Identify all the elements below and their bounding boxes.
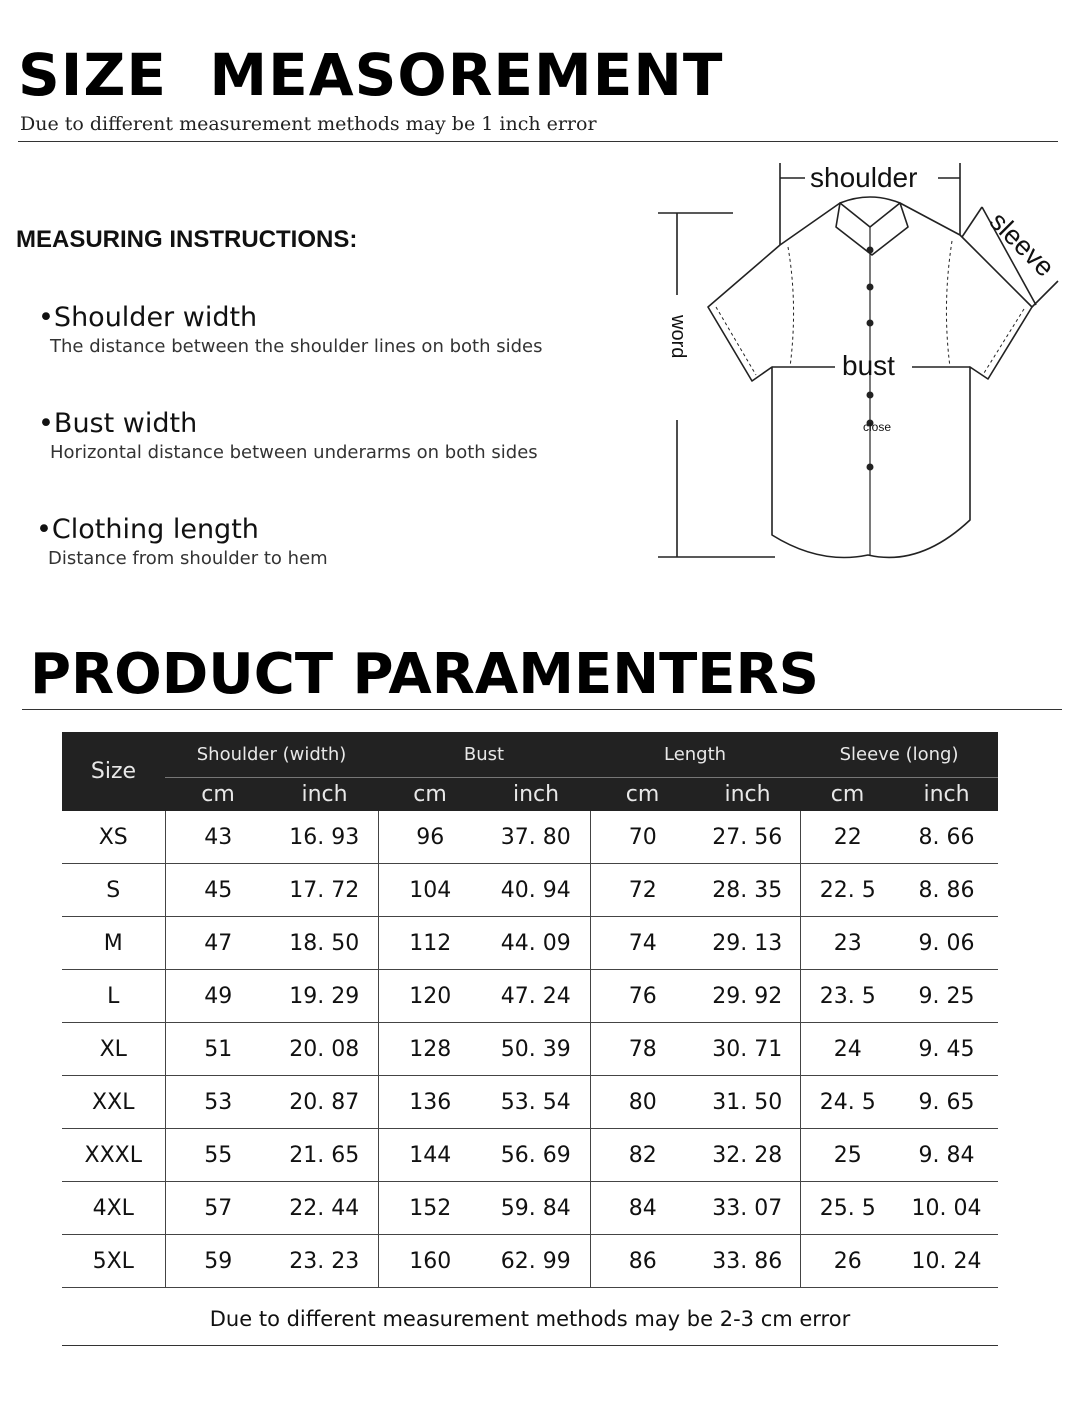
parameters-title: PRODUCT PARAMENTERS <box>30 642 819 707</box>
value-cell: 78 <box>590 1023 695 1076</box>
value-cell: 24 <box>800 1023 895 1076</box>
value-cell: 24. 5 <box>800 1076 895 1129</box>
table-row <box>62 864 998 917</box>
page-subtitle: Due to different measurement methods may be 1 inch error <box>20 113 597 135</box>
value-cell: 22 <box>800 811 895 864</box>
value-cell: 144 <box>378 1129 482 1182</box>
value-cell: 70 <box>590 811 695 864</box>
value-cell: 136 <box>378 1076 482 1129</box>
value-cell: 21. 65 <box>271 1129 378 1182</box>
value-cell: 49 <box>165 970 271 1023</box>
size-table <box>62 732 998 1288</box>
table-row <box>62 1235 998 1288</box>
value-cell: 47. 24 <box>482 970 590 1023</box>
instruction-shoulder <box>38 302 542 358</box>
value-cell: 17. 72 <box>271 864 378 917</box>
value-cell: 8. 66 <box>895 811 998 864</box>
unit-header: inch <box>895 778 998 812</box>
value-cell: 27. 56 <box>695 811 800 864</box>
value-cell: 112 <box>378 917 482 970</box>
value-cell: 33. 86 <box>695 1235 800 1288</box>
value-cell: 9. 25 <box>895 970 998 1023</box>
table-row <box>62 1023 998 1076</box>
value-cell: 40. 94 <box>482 864 590 917</box>
size-cell: L <box>62 970 165 1023</box>
size-cell: XS <box>62 811 165 864</box>
value-cell: 29. 13 <box>695 917 800 970</box>
seam-sleeve-left <box>716 307 756 375</box>
value-cell: 53 <box>165 1076 271 1129</box>
table-row <box>62 1182 998 1235</box>
value-cell: 96 <box>378 811 482 864</box>
bust-group-header: Bust <box>378 732 590 778</box>
value-cell: 45 <box>165 864 271 917</box>
value-cell: 9. 45 <box>895 1023 998 1076</box>
value-cell: 23. 5 <box>800 970 895 1023</box>
value-cell: 29. 92 <box>695 970 800 1023</box>
instructions-heading: MEASURING INSTRUCTIONS: <box>16 226 358 253</box>
value-cell: 51 <box>165 1023 271 1076</box>
value-cell: 19. 29 <box>271 970 378 1023</box>
value-cell: 8. 86 <box>895 864 998 917</box>
instruction-title: •Clothing length <box>36 514 259 545</box>
value-cell: 59 <box>165 1235 271 1288</box>
instruction-bust <box>38 408 538 464</box>
value-cell: 31. 50 <box>695 1076 800 1129</box>
shoulder-group-header: Shoulder (width) <box>165 732 378 778</box>
header-divider <box>18 141 1058 142</box>
size-cell: XXL <box>62 1076 165 1129</box>
seam-left <box>788 247 794 367</box>
value-cell: 23 <box>800 917 895 970</box>
size-table-body <box>62 811 998 1288</box>
value-cell: 20. 08 <box>271 1023 378 1076</box>
instruction-length <box>36 514 328 570</box>
value-cell: 62. 99 <box>482 1235 590 1288</box>
value-cell: 82 <box>590 1129 695 1182</box>
value-cell: 20. 87 <box>271 1076 378 1129</box>
unit-header: inch <box>482 778 590 812</box>
instruction-desc: Horizontal distance between underarms on both sides <box>50 442 538 463</box>
unit-header: inch <box>271 778 378 812</box>
instruction-title: •Bust width <box>38 408 198 439</box>
sleeve-measure-tick <box>1032 281 1058 307</box>
value-cell: 28. 35 <box>695 864 800 917</box>
value-cell: 120 <box>378 970 482 1023</box>
value-cell: 16. 93 <box>271 811 378 864</box>
sleeve-measure-tick <box>962 207 982 237</box>
value-cell: 80 <box>590 1076 695 1129</box>
shirt-diagram <box>650 155 1060 570</box>
value-cell: 86 <box>590 1235 695 1288</box>
sleeve-label: sleeve <box>983 206 1060 283</box>
size-cell: S <box>62 864 165 917</box>
table-row <box>62 1129 998 1182</box>
footnote-divider <box>62 1345 998 1346</box>
value-cell: 9. 65 <box>895 1076 998 1129</box>
seam-sleeve-right <box>984 309 1024 373</box>
shirt-button <box>867 247 874 254</box>
close-label: close <box>863 420 892 434</box>
unit-row <box>62 778 998 812</box>
instruction-desc: The distance between the shoulder lines on both sides <box>50 336 543 357</box>
instruction-desc: Distance from shoulder to hem <box>48 548 328 569</box>
page-title: SIZE MEASOREMENT <box>18 41 724 109</box>
table-footnote: Due to different measurement methods may be 2-3 cm error <box>209 1307 851 1331</box>
value-cell: 22. 44 <box>271 1182 378 1235</box>
value-cell: 22. 5 <box>800 864 895 917</box>
value-cell: 74 <box>590 917 695 970</box>
unit-header: cm <box>378 778 482 812</box>
value-cell: 30. 71 <box>695 1023 800 1076</box>
unit-header: cm <box>590 778 695 812</box>
value-cell: 160 <box>378 1235 482 1288</box>
value-cell: 9. 84 <box>895 1129 998 1182</box>
value-cell: 152 <box>378 1182 482 1235</box>
value-cell: 44. 09 <box>482 917 590 970</box>
size-cell: XXXL <box>62 1129 165 1182</box>
sleeve-group-header: Sleeve (long) <box>800 732 998 778</box>
size-cell: 4XL <box>62 1182 165 1235</box>
instruction-title: •Shoulder width <box>38 302 258 333</box>
parameters-divider <box>22 709 1062 710</box>
size-cell: 5XL <box>62 1235 165 1288</box>
value-cell: 25. 5 <box>800 1182 895 1235</box>
unit-header: inch <box>695 778 800 812</box>
shirt-button <box>867 464 874 471</box>
length-group-header: Length <box>590 732 800 778</box>
value-cell: 26 <box>800 1235 895 1288</box>
value-cell: 43 <box>165 811 271 864</box>
value-cell: 10. 04 <box>895 1182 998 1235</box>
value-cell: 59. 84 <box>482 1182 590 1235</box>
size-cell: M <box>62 917 165 970</box>
value-cell: 23. 23 <box>271 1235 378 1288</box>
value-cell: 53. 54 <box>482 1076 590 1129</box>
shirt-button <box>867 320 874 327</box>
unit-header: cm <box>800 778 895 812</box>
size-cell: XL <box>62 1023 165 1076</box>
value-cell: 57 <box>165 1182 271 1235</box>
value-cell: 10. 24 <box>895 1235 998 1288</box>
value-cell: 72 <box>590 864 695 917</box>
value-cell: 55 <box>165 1129 271 1182</box>
length-label: word <box>667 315 689 359</box>
value-cell: 50. 39 <box>482 1023 590 1076</box>
seam-right <box>946 241 952 367</box>
value-cell: 84 <box>590 1182 695 1235</box>
value-cell: 37. 80 <box>482 811 590 864</box>
value-cell: 18. 50 <box>271 917 378 970</box>
table-row <box>62 970 998 1023</box>
value-cell: 25 <box>800 1129 895 1182</box>
value-cell: 76 <box>590 970 695 1023</box>
table-row <box>62 1076 998 1129</box>
bust-label: bust <box>842 350 895 381</box>
shirt-button <box>867 392 874 399</box>
value-cell: 32. 28 <box>695 1129 800 1182</box>
value-cell: 33. 07 <box>695 1182 800 1235</box>
value-cell: 47 <box>165 917 271 970</box>
value-cell: 128 <box>378 1023 482 1076</box>
size-column-header: Size <box>62 732 165 811</box>
table-row <box>62 811 998 864</box>
unit-header: cm <box>165 778 271 812</box>
value-cell: 56. 69 <box>482 1129 590 1182</box>
shoulder-label: shoulder <box>810 162 918 193</box>
value-cell: 9. 06 <box>895 917 998 970</box>
value-cell: 104 <box>378 864 482 917</box>
table-row <box>62 917 998 970</box>
shirt-button <box>867 284 874 291</box>
